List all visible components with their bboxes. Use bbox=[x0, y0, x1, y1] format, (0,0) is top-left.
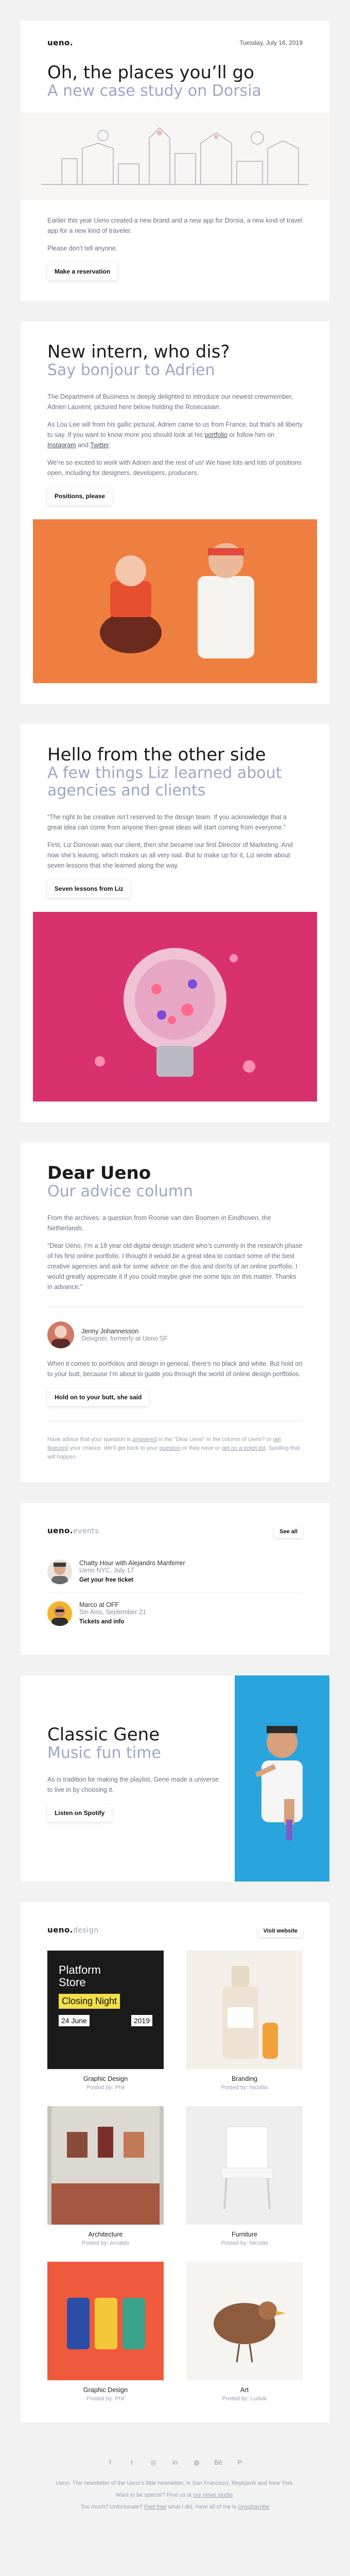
events-logo bbox=[47, 1526, 99, 1535]
event-avatar bbox=[47, 1601, 72, 1626]
design-logo-main: ueno. bbox=[47, 1925, 74, 1935]
advice-intro: From the archives: a question from Roonie van den Boomen in Eindhoven, the Netherlands. bbox=[47, 1214, 271, 1232]
jenny-avatar bbox=[47, 1321, 74, 1348]
news-studio-link[interactable]: our news studio bbox=[193, 2492, 233, 2498]
chair-image bbox=[186, 2106, 303, 2225]
design-item-title: Graphic Design bbox=[83, 2386, 128, 2394]
liz-body: First, Liz Donovan was our client, then she became our first Director of Marketing. And now she’s leaving, which makes us all very sad. But to make up for it, Liz wrote about seven lessons that she learned along the way. bbox=[47, 841, 293, 869]
event-item[interactable] bbox=[47, 1551, 303, 1592]
behance-icon[interactable]: Bē bbox=[214, 2459, 222, 2466]
advice-author bbox=[47, 1321, 303, 1348]
intern-body-2 bbox=[47, 419, 303, 450]
music-body: As is tradition for making the playlist, Gene made a universe to live in by choosing it. bbox=[47, 1776, 219, 1793]
poster-line-4: 24 June bbox=[59, 2015, 90, 2026]
dorsia-body-2: Please don’t tell anyone. bbox=[47, 245, 118, 252]
footer-text-a: Want to be special? Find us at bbox=[115, 2492, 194, 2498]
note-text-b: in the “Dear Ueno” in the column of Ueno? or bbox=[156, 1436, 273, 1443]
twitter-icon[interactable]: t bbox=[131, 2459, 133, 2466]
footer-text-c: Too much? Unfortunate? bbox=[80, 2504, 145, 2510]
dorsia-title: Oh, the places you’ll go bbox=[47, 62, 254, 83]
instagram-link[interactable]: Instagram bbox=[47, 442, 76, 449]
feel-free-link[interactable]: Feel free bbox=[144, 2504, 167, 2510]
platform-poster bbox=[47, 1951, 164, 2069]
intern-body-text-b: or follow him on bbox=[227, 431, 274, 438]
advice-question: “Dear Ueno, I’m a 18 year old digital design student who’s currently in the research phase of his first online portfolio. I thought it would be a great idea to contact some of the best creative agencies and ask for some advice on the dos and don’ts of an online portfolio. I would greatly appreciate it if you could maybe give me some tips on this matter. Thanks in advance.” bbox=[47, 1242, 303, 1291]
poster-line-1: Platform bbox=[59, 1963, 101, 1976]
twitter-link[interactable]: Twitter bbox=[90, 442, 109, 449]
instagram-icon[interactable]: ◎ bbox=[150, 2459, 156, 2466]
social-links bbox=[27, 2459, 323, 2467]
event-avatar bbox=[47, 1560, 72, 1584]
intern-body-text-c: and bbox=[76, 442, 91, 449]
event-ticket-link[interactable]: Tickets and info bbox=[79, 1619, 125, 1625]
design-item-author: Posted by: Nicolás bbox=[221, 2240, 268, 2246]
design-item-author: Posted by: Ludvik bbox=[222, 2396, 267, 2402]
facebook-icon[interactable]: f bbox=[109, 2459, 111, 2466]
ueno-logo[interactable]: ueno. bbox=[47, 38, 74, 47]
design-logo-suffix: design bbox=[73, 1926, 99, 1935]
design-item[interactable] bbox=[47, 2262, 164, 2402]
bird-art-image bbox=[186, 2262, 303, 2380]
issue-date: Tuesday, July 16, 2019 bbox=[239, 39, 303, 46]
music-title: Classic Gene bbox=[47, 1724, 160, 1745]
get-featured-link[interactable]: get featured bbox=[47, 1436, 281, 1451]
design-item-author: Posted by: Nicolás bbox=[221, 2084, 268, 2091]
footer-line-2 bbox=[27, 2491, 323, 2500]
design-card bbox=[21, 1902, 329, 2422]
linkedin-icon[interactable]: in bbox=[172, 2459, 178, 2466]
design-item-author: Posted by: Phil bbox=[86, 2396, 125, 2402]
bottle-image bbox=[186, 1951, 303, 2069]
event-ticket-link[interactable]: Get your free ticket bbox=[79, 1577, 133, 1583]
footer-text-b: . bbox=[233, 2492, 235, 2498]
design-item[interactable] bbox=[186, 2106, 303, 2246]
dorsia-city-illustration bbox=[21, 112, 329, 200]
advice-divider-2 bbox=[47, 1420, 303, 1421]
events-logo-main: ueno. bbox=[47, 1526, 74, 1535]
email-header bbox=[21, 21, 329, 47]
design-header bbox=[47, 1923, 303, 1937]
design-item-author: Posted by: Phil bbox=[86, 2084, 125, 2091]
design-item-title: Furniture bbox=[231, 2231, 258, 2238]
note-text-d: or they have or bbox=[181, 1445, 222, 1451]
design-item[interactable] bbox=[186, 2262, 303, 2402]
design-item[interactable] bbox=[47, 2106, 164, 2246]
footer-line-1: Ueno. The newsletter of the Ueno’s little newsletter, in San Francisco, Reykjavík and New York. bbox=[56, 2480, 294, 2486]
design-item-title: Branding bbox=[231, 2075, 258, 2082]
events-logo-suffix: events bbox=[73, 1527, 99, 1535]
design-item[interactable] bbox=[186, 1951, 303, 2091]
gumball-machine-image bbox=[33, 912, 317, 1101]
poster-line-5: 2019 bbox=[131, 2015, 152, 2026]
events-header bbox=[47, 1523, 303, 1538]
gallery-image bbox=[47, 2106, 164, 2225]
intern-subtitle: Say bonjour to Adrien bbox=[47, 361, 215, 379]
design-item-title: Graphic Design bbox=[83, 2075, 128, 2082]
note-text-e: . Spoiling that will happen. bbox=[47, 1445, 300, 1460]
dorsia-subtitle: A new case study on Dorsia bbox=[47, 82, 261, 100]
answered-link[interactable]: answered bbox=[132, 1436, 157, 1443]
design-item[interactable] bbox=[47, 1951, 164, 2091]
intern-body-text-a: As Lou Lee will from his gallic pictural, Adrien came to us from France, but that’s all liberty to say. If you want to know more you should look at his bbox=[47, 421, 303, 438]
poster-line-2: Store bbox=[59, 1976, 86, 1989]
seven-lessons-button[interactable]: Seven lessons from Liz bbox=[47, 880, 130, 897]
advice-subtitle: Our advice column bbox=[47, 1182, 193, 1200]
pinterest-icon[interactable]: P bbox=[237, 2459, 242, 2466]
advice-title: Dear Ueno bbox=[47, 1163, 151, 1183]
advice-card bbox=[21, 1143, 329, 1482]
footer-line-3 bbox=[27, 2503, 323, 2512]
portfolio-link[interactable]: portfolio bbox=[204, 431, 227, 438]
liz-title: Hello from the other side bbox=[47, 744, 266, 765]
music-card bbox=[21, 1675, 329, 1882]
dorsia-body: Earlier this year Ueno created a new brand and a new app for Dorsia, a new kind of travel app for a new kind of traveler. bbox=[47, 217, 303, 234]
advice-answer: When it comes to portfolios and design in general, there’s no black and white. But hold on to your butt, because I’m about to guide you through the world of online design portfolios. bbox=[47, 1360, 303, 1378]
gene-photo bbox=[235, 1675, 329, 1882]
note-text-c: your chance. We’ll get back to your bbox=[68, 1445, 160, 1451]
liz-card bbox=[21, 724, 329, 1122]
design-item-author: Posted by: Arnaldo bbox=[81, 2240, 130, 2246]
design-item-title: Architecture bbox=[88, 2231, 123, 2238]
event-title: Marco at OFF bbox=[79, 1601, 119, 1608]
intern-photo bbox=[33, 519, 317, 683]
see-all-button[interactable]: See all bbox=[274, 1526, 303, 1538]
make-reservation-button[interactable]: Make a reservation bbox=[47, 263, 117, 280]
note-text-a: Have advice that your question is bbox=[47, 1436, 133, 1443]
intern-body-3: We’re so excited to work with Adrien and the rest of us! We have lots and lots of positions open, including for designers, developers, producers. bbox=[47, 459, 302, 477]
event-item[interactable] bbox=[47, 1592, 303, 1634]
question-link[interactable]: question bbox=[159, 1445, 181, 1451]
music-subtitle: Music fun time bbox=[47, 1744, 161, 1762]
intern-body-text-d: . bbox=[109, 442, 111, 449]
unsubscribe-link[interactable]: Unsubscribe bbox=[238, 2504, 270, 2510]
listen-spotify-button[interactable]: Listen on Spotify bbox=[47, 1804, 112, 1822]
liz-quote: “The right to be creative isn’t reserved to the design team. If you acknowledge that a great idea can come from anyone then great ideas will start coming from everyone.” bbox=[47, 814, 287, 831]
intern-title: New intern, who dis? bbox=[47, 342, 230, 362]
visit-website-button[interactable]: Visit website bbox=[258, 1925, 303, 1937]
design-item-title: Art bbox=[240, 2386, 249, 2394]
liz-subtitle: A few things Liz learned about agencies and clients bbox=[47, 764, 282, 800]
design-grid bbox=[47, 1951, 303, 2402]
dorsia-card bbox=[21, 21, 329, 301]
author-role: Designer, formerly at Ueno SF bbox=[81, 1335, 168, 1342]
author-name: Jenny Johannesson bbox=[81, 1328, 139, 1335]
positions-button[interactable]: Positions, please bbox=[47, 487, 112, 505]
ticket-list-link[interactable]: get on a ticket list bbox=[221, 1445, 266, 1451]
cans-image bbox=[47, 2262, 164, 2380]
design-logo bbox=[47, 1925, 99, 1935]
poster-line-3: Closing Night bbox=[59, 1994, 120, 2009]
intern-card bbox=[21, 321, 329, 704]
advice-note bbox=[47, 1435, 303, 1462]
intern-body: The Department of Business is deeply delighted to introduce our newest crewmember, Adrien Lauvent, pictured here below holding the Rosecasian. bbox=[47, 393, 293, 411]
event-title: Chatty Hour with Alejandro Manferrer bbox=[79, 1560, 185, 1567]
event-meta: Ueno NYC, July 17 bbox=[79, 1567, 134, 1574]
events-card bbox=[21, 1503, 329, 1655]
hold-on-button[interactable]: Hold on to your butt, she said bbox=[47, 1388, 149, 1406]
footer-text-d: what I did. Here all of me is bbox=[166, 2504, 238, 2510]
dribbble-icon[interactable]: ◍ bbox=[194, 2459, 200, 2466]
email-footer bbox=[0, 2443, 350, 2520]
event-meta: Sin Aiss, September 21 bbox=[79, 1608, 146, 1616]
